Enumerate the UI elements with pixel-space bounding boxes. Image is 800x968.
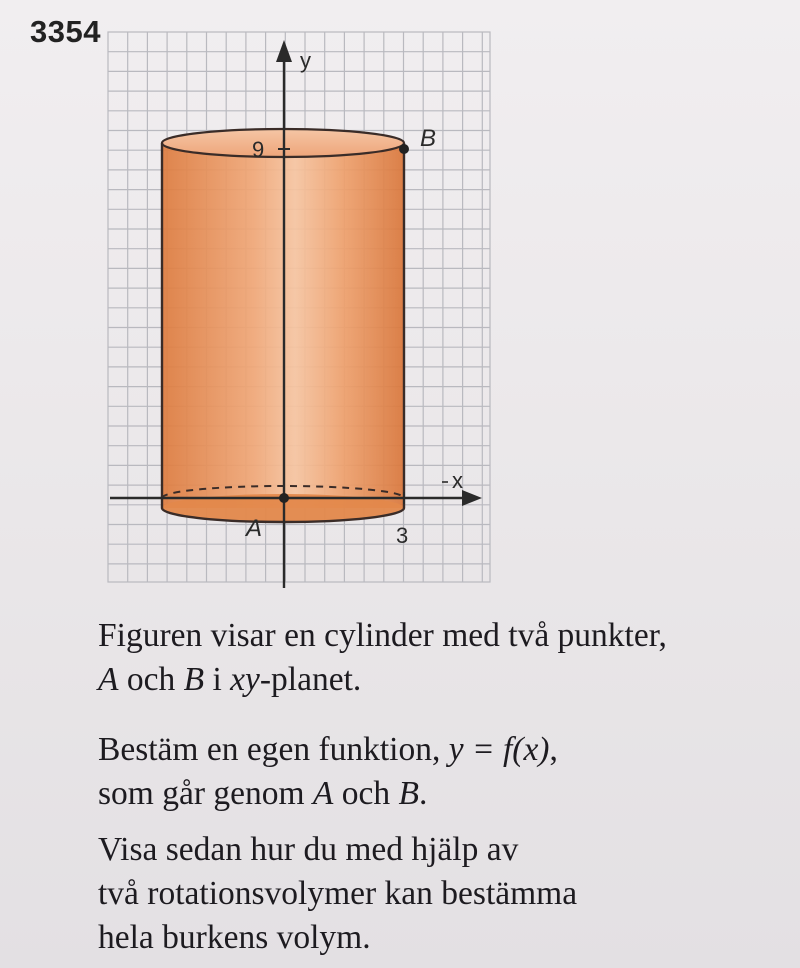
x-axis-label: x [452, 468, 463, 493]
text-line: Bestäm en egen funktion, y = f(x), [98, 731, 558, 768]
point-a-dot [279, 493, 289, 503]
text-line: hela burkens volym. [98, 919, 371, 956]
paragraph-task [98, 728, 788, 816]
point-a-label: A [246, 515, 263, 542]
text-line: två rotationsvolymer kan bestämma [98, 875, 578, 912]
x-tick-label: 3 [396, 523, 409, 548]
point-b-label: B [420, 125, 437, 152]
point-b-dot [399, 144, 409, 154]
problem-number: 3354 [30, 14, 101, 49]
text-line: A och B i xy-planet. [98, 661, 362, 698]
y-tick-label: 9 [252, 137, 265, 162]
paragraph-volume-task [98, 828, 788, 960]
text-line: Visa sedan hur du med hjälp av [98, 831, 519, 868]
paragraph-figure-description [98, 614, 788, 702]
text-line: som går genom A och B. [98, 775, 428, 812]
text-line: Figuren visar en cylinder med två punkter, [98, 617, 667, 654]
y-axis-label: y [300, 48, 311, 73]
